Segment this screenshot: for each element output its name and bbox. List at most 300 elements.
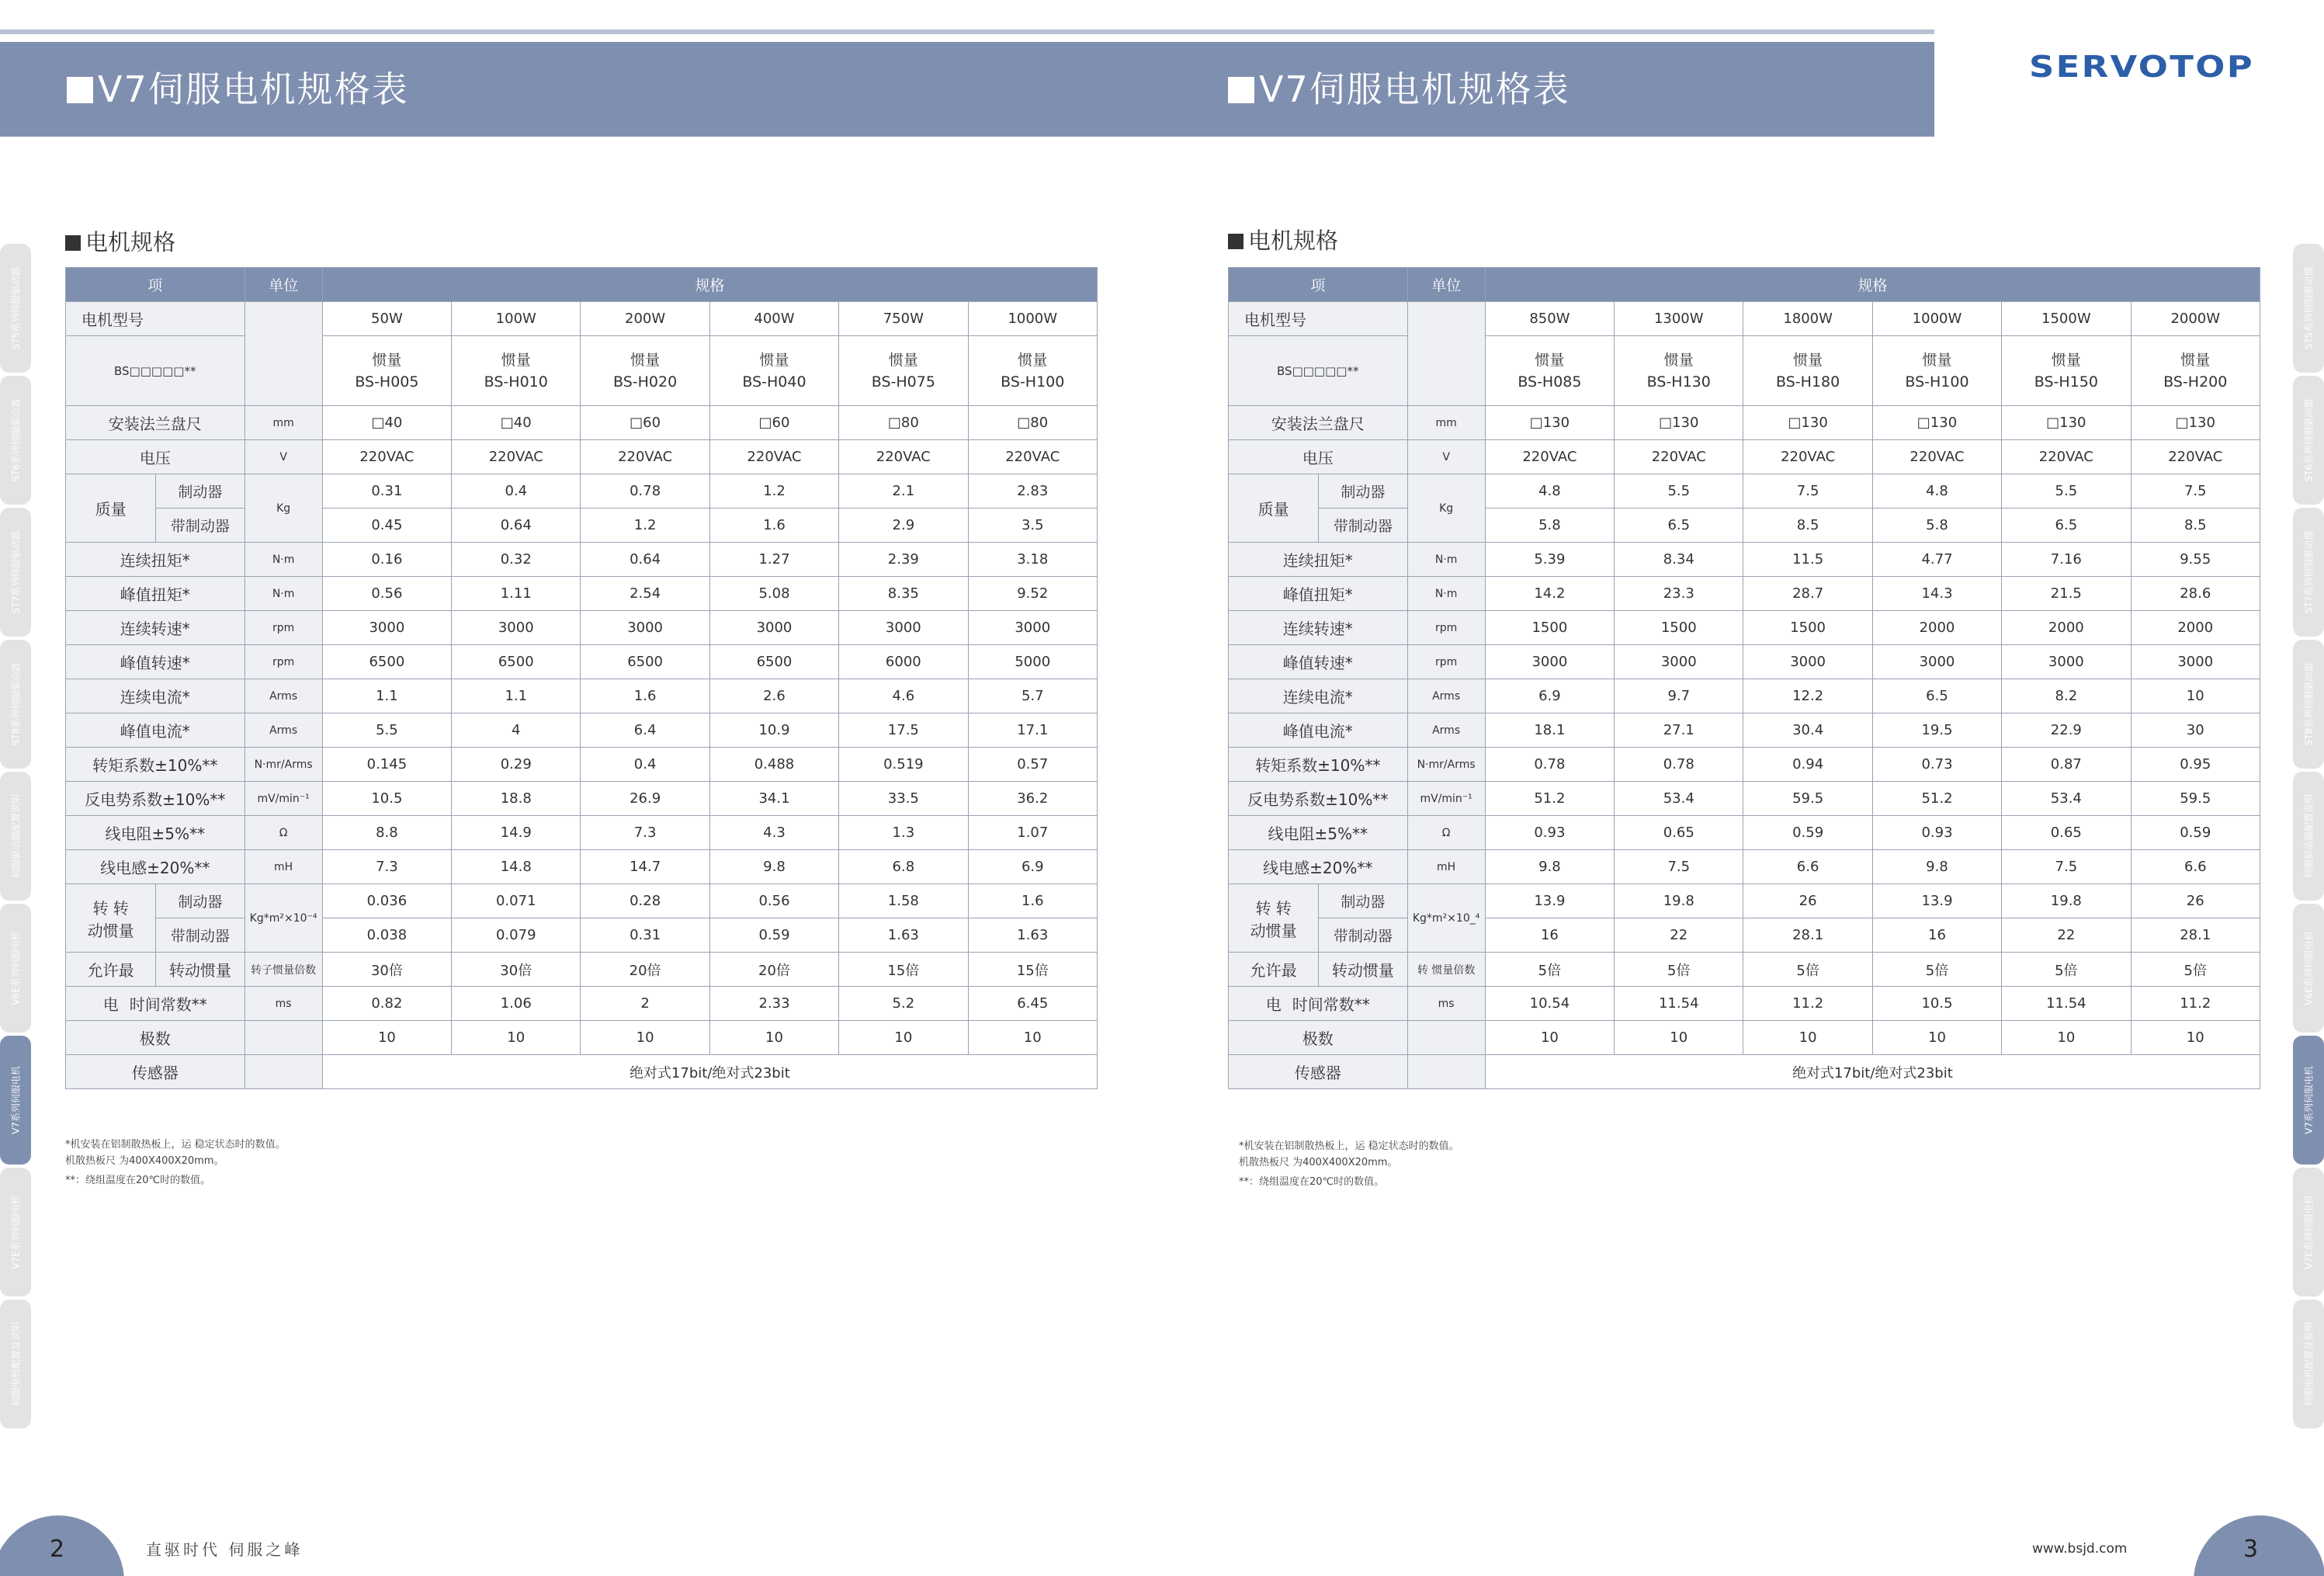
power-cell: 1000W (968, 302, 1097, 336)
cont_speed-value: 3000 (322, 611, 451, 645)
torque_const-value: 0.78 (1615, 748, 1743, 782)
peak_torque-value: 5.08 (709, 577, 838, 611)
allowed-unit: 转 惯量倍数 (1407, 953, 1485, 987)
section-title-right: 电机规格 (1228, 224, 1338, 255)
resistance-value: 0.93 (1872, 816, 2001, 850)
sensor-value: 绝对式17bit/绝对式23bit (322, 1055, 1097, 1089)
resistance-value: 0.59 (1743, 816, 1872, 850)
cont_current-value: 1.1 (322, 679, 451, 713)
cont_torque-value: 0.64 (581, 543, 709, 577)
cont_speed-value: 1500 (1615, 611, 1743, 645)
cont_speed-value: 2000 (1872, 611, 2001, 645)
model-code: BS□□□□□** (1229, 336, 1408, 406)
mass-unit: Kg (245, 474, 322, 543)
peak_speed-value: 6500 (709, 645, 838, 679)
inductance-value: 14.7 (581, 850, 709, 884)
spec-table-left (65, 267, 1098, 1089)
power-cell: 1500W (2002, 302, 2131, 336)
resistance-unit: Ω (245, 816, 322, 850)
sensor-unit (245, 1055, 322, 1089)
mass-with-brake-value: 6.5 (2002, 509, 2131, 543)
cont_current-value: 4.6 (839, 679, 968, 713)
allowed-value: 15倍 (839, 953, 968, 987)
rotor-inertia-brake-value: 19.8 (2002, 884, 2131, 918)
peak_speed-value: 6500 (322, 645, 451, 679)
mass-brake-label: 制动器 (156, 474, 245, 509)
page-number-badge-right (2194, 1515, 2324, 1576)
peak_torque-value: 23.3 (1615, 577, 1743, 611)
peak_speed-unit: rpm (245, 645, 322, 679)
mass-with-brake-value: 1.2 (581, 509, 709, 543)
poles-value: 10 (968, 1021, 1097, 1055)
cont_speed-value: 2000 (2131, 611, 2260, 645)
mass-with-brake-value: 1.6 (709, 509, 838, 543)
header-spec: 规格 (322, 268, 1097, 302)
peak_current-unit: Arms (245, 713, 322, 748)
time-const-value: 11.54 (2002, 987, 2131, 1021)
cont_current-value: 9.7 (1615, 679, 1743, 713)
inertia-label: 惯量 (501, 351, 531, 369)
cont_torque-label: 连续扭矩* (66, 543, 245, 577)
flange-unit: mm (245, 406, 322, 440)
time-const-value: 11.2 (1743, 987, 1872, 1021)
inductance-value: 7.5 (1615, 850, 1743, 884)
voltage-unit: V (1407, 440, 1485, 474)
side-tab-label: ST6系列伺服驱动器 (10, 398, 22, 482)
side-tab-label: V7系列伺服电机 (2303, 1066, 2315, 1134)
allowed-value: 5倍 (1743, 953, 1872, 987)
cont_current-label: 连续电流* (66, 679, 245, 713)
voltage-unit: V (245, 440, 322, 474)
rotor-inertia-label: 转 转 动惯量 (66, 884, 156, 953)
allowed-inertia-label: 转动惯量 (156, 953, 245, 987)
flange-value: □130 (1872, 406, 2001, 440)
peak_current-value: 4 (452, 713, 581, 748)
inertia-model-cell (1485, 336, 1614, 406)
rotor-inertia-brake-value: 0.071 (452, 884, 581, 918)
emf_const-value: 10.5 (322, 782, 451, 816)
peak_torque-value: 28.6 (2131, 577, 2260, 611)
side-tab[interactable] (0, 1300, 31, 1428)
mass-with-brake-value: 0.45 (322, 509, 451, 543)
allowed-value: 30倍 (322, 953, 451, 987)
resistance-value: 1.3 (839, 816, 968, 850)
flange-value: □80 (968, 406, 1097, 440)
resistance-label: 线电阻±5%** (66, 816, 245, 850)
side-tab-label: ST7系列伺服驱动器 (10, 530, 22, 614)
poles-value: 10 (1485, 1021, 1614, 1055)
inertia-model: BS-H100 (1001, 373, 1065, 391)
cont_speed-value: 1500 (1743, 611, 1872, 645)
side-tab-label: ST5系列伺服驱动器 (2303, 266, 2315, 350)
peak_torque-value: 1.11 (452, 577, 581, 611)
cont_torque-unit: N·m (245, 543, 322, 577)
inductance-value: 9.8 (1872, 850, 2001, 884)
page-number-right: 3 (2243, 1536, 2259, 1563)
top-rule (0, 30, 1934, 34)
inertia-model-cell (1743, 336, 1872, 406)
emf_const-value: 34.1 (709, 782, 838, 816)
inductance-label: 线电感±20%** (1229, 850, 1408, 884)
poles-value: 10 (322, 1021, 451, 1055)
cont_torque-value: 5.39 (1485, 543, 1614, 577)
inertia-model-cell (2002, 336, 2131, 406)
time-const-label-a: 电 (102, 995, 119, 1014)
inertia-model: BS-H100 (1905, 373, 1969, 391)
rotor-inertia-with-brake-value: 1.63 (839, 918, 968, 953)
rotor-inertia-with-brake-value: 0.31 (581, 918, 709, 953)
inductance-label: 线电感±20%** (66, 850, 245, 884)
notes-right (1239, 1138, 1459, 1190)
cont_current-value: 6.9 (1485, 679, 1614, 713)
peak_torque-label: 峰值扭矩* (66, 577, 245, 611)
time-const-value: 11.2 (2131, 987, 2260, 1021)
side-tab[interactable] (2293, 640, 2324, 769)
emf_const-label: 反电势系数±10%** (1229, 782, 1408, 816)
rotor-inertia-with-brake-value: 28.1 (1743, 918, 1872, 953)
mass-brake-value: 4.8 (1872, 474, 2001, 509)
side-tab[interactable] (0, 640, 31, 769)
note-line: 机散热板尺 为400X400X20mm。 (1239, 1157, 1398, 1168)
torque_const-value: 0.519 (839, 748, 968, 782)
side-tab[interactable] (2293, 904, 2324, 1033)
time-const-label-b: 时间常数** (1292, 995, 1370, 1014)
time-const-label (1229, 987, 1408, 1021)
inertia-label: 惯量 (2051, 351, 2081, 369)
voltage-value: 220VAC (1743, 440, 1872, 474)
poles-value: 10 (452, 1021, 581, 1055)
inertia-model: BS-H010 (484, 373, 548, 391)
mass-brake-value: 0.4 (452, 474, 581, 509)
inertia-model: BS-H005 (355, 373, 419, 391)
cont_torque-value: 9.55 (2131, 543, 2260, 577)
peak_speed-value: 3000 (2131, 645, 2260, 679)
inductance-unit: mH (1407, 850, 1485, 884)
peak_current-unit: Arms (1407, 713, 1485, 748)
inertia-label: 惯量 (372, 351, 402, 369)
allowed-value: 5倍 (2002, 953, 2131, 987)
inertia-label: 惯量 (1018, 351, 1048, 369)
peak_torque-value: 14.2 (1485, 577, 1614, 611)
inductance-value: 7.3 (322, 850, 451, 884)
peak_torque-value: 9.52 (968, 577, 1097, 611)
power-cell: 1000W (1872, 302, 2001, 336)
flange-value: □130 (1615, 406, 1743, 440)
inertia-model: BS-H200 (2163, 373, 2228, 391)
time-const-value: 2 (581, 987, 709, 1021)
note-line: *机安装在铝制散热板上，运 稳定状态时的数值。 (65, 1139, 286, 1151)
mass-with-brake-value: 6.5 (1615, 509, 1743, 543)
rotor-inertia-with-brake-value: 22 (2002, 918, 2131, 953)
resistance-value: 8.8 (322, 816, 451, 850)
side-tab-label: 伺服驱动器配置说明 (2303, 793, 2315, 879)
mass-with-brake-label: 带制动器 (156, 509, 245, 543)
brand-logo: SERVOTOP (2029, 50, 2254, 84)
emf_const-value: 51.2 (1485, 782, 1614, 816)
inertia-model-cell (2131, 336, 2260, 406)
mass-brake-value: 0.78 (581, 474, 709, 509)
side-tab[interactable] (2293, 772, 2324, 901)
inertia-model-cell (709, 336, 838, 406)
side-tab-label: V6E系列伺服电机 (2303, 931, 2315, 1005)
resistance-value: 14.9 (452, 816, 581, 850)
emf_const-value: 53.4 (2002, 782, 2131, 816)
mass-with-brake-value: 8.5 (2131, 509, 2260, 543)
flange-value: □130 (1743, 406, 1872, 440)
side-tab[interactable] (2293, 376, 2324, 505)
emf_const-value: 36.2 (968, 782, 1097, 816)
inertia-label: 惯量 (1663, 351, 1694, 369)
cont_torque-value: 0.16 (322, 543, 451, 577)
flange-value: □130 (1485, 406, 1614, 440)
mass-with-brake-label: 带制动器 (1319, 509, 1407, 543)
peak_current-value: 18.1 (1485, 713, 1614, 748)
torque_const-unit: N·mr/Arms (245, 748, 322, 782)
mass-brake-value: 5.5 (1615, 474, 1743, 509)
rotor-inertia-with-brake-label: 带制动器 (156, 918, 245, 953)
torque_const-value: 0.145 (322, 748, 451, 782)
cont_current-value: 12.2 (1743, 679, 1872, 713)
voltage-value: 220VAC (581, 440, 709, 474)
power-cell: 1300W (1615, 302, 1743, 336)
emf_const-value: 53.4 (1615, 782, 1743, 816)
side-tab-label: V7E系列伺服电机 (10, 1195, 22, 1269)
side-tab[interactable] (2293, 1036, 2324, 1165)
peak_speed-label: 峰值转速* (1229, 645, 1408, 679)
cont_current-unit: Arms (1407, 679, 1485, 713)
cont_torque-label: 连续扭矩* (1229, 543, 1408, 577)
side-tab[interactable] (2293, 508, 2324, 637)
rotor-inertia-brake-label: 制动器 (1319, 884, 1407, 918)
voltage-value: 220VAC (2131, 440, 2260, 474)
inductance-unit: mH (245, 850, 322, 884)
mass-label: 质量 (1229, 474, 1319, 543)
cont_current-value: 2.6 (709, 679, 838, 713)
inductance-value: 9.8 (1485, 850, 1614, 884)
peak_torque-label: 峰值扭矩* (1229, 577, 1408, 611)
torque_const-value: 0.78 (1485, 748, 1614, 782)
footer-url[interactable]: www.bsjd.com (2032, 1541, 2128, 1557)
peak_speed-label: 峰值转速* (66, 645, 245, 679)
inductance-value: 6.6 (2131, 850, 2260, 884)
rotor-inertia-with-brake-value: 22 (1615, 918, 1743, 953)
torque_const-label: 转矩系数±10%** (66, 748, 245, 782)
flange-unit: mm (1407, 406, 1485, 440)
inductance-value: 14.8 (452, 850, 581, 884)
rotor-inertia-brake-value: 0.28 (581, 884, 709, 918)
mass-brake-value: 7.5 (2131, 474, 2260, 509)
inductance-value: 6.9 (968, 850, 1097, 884)
side-tab[interactable] (0, 244, 31, 373)
rotor-inertia-with-brake-value: 16 (1485, 918, 1614, 953)
side-tab-label: ST7系列伺服驱动器 (2303, 530, 2315, 614)
mass-brake-value: 2.83 (968, 474, 1097, 509)
poles-value: 10 (709, 1021, 838, 1055)
side-tab[interactable] (0, 1168, 31, 1297)
cont_speed-value: 3000 (709, 611, 838, 645)
inductance-value: 9.8 (709, 850, 838, 884)
cont_torque-value: 3.18 (968, 543, 1097, 577)
side-tab-label: ST6系列伺服驱动器 (2303, 398, 2315, 482)
time-const-value: 11.54 (1615, 987, 1743, 1021)
side-tab[interactable] (2293, 1168, 2324, 1297)
rotor-inertia-brake-value: 0.036 (322, 884, 451, 918)
allowed-unit: 转子惯量倍数 (245, 953, 322, 987)
cont_speed-value: 3000 (581, 611, 709, 645)
note-line: *机安装在铝制散热板上，运 稳定状态时的数值。 (1239, 1140, 1459, 1152)
side-tab-label: ST5系列伺服驱动器 (10, 266, 22, 350)
side-tab-label: ST8系列伺服驱动器 (2303, 662, 2315, 746)
side-tab-label: 伺服电机配置及说明 (10, 1321, 22, 1407)
resistance-value: 0.93 (1485, 816, 1614, 850)
peak_current-value: 27.1 (1615, 713, 1743, 748)
inertia-model: BS-H130 (1646, 373, 1711, 391)
allowed-value: 5倍 (1872, 953, 2001, 987)
rotor-inertia-unit: Kg*m²×10⁻⁴ (245, 884, 322, 953)
peak_current-value: 17.5 (839, 713, 968, 748)
peak_torque-value: 14.3 (1872, 577, 2001, 611)
poles-value: 10 (2002, 1021, 2131, 1055)
cont_torque-value: 0.32 (452, 543, 581, 577)
flange-label: 安装法兰盘尺 (66, 406, 245, 440)
inertia-model: BS-H020 (613, 373, 678, 391)
inertia-model-cell (581, 336, 709, 406)
cont_torque-value: 1.27 (709, 543, 838, 577)
time-const-value: 5.2 (839, 987, 968, 1021)
emf_const-unit: mV/min⁻¹ (1407, 782, 1485, 816)
poles-value: 10 (1615, 1021, 1743, 1055)
resistance-value: 0.65 (2002, 816, 2131, 850)
rotor-inertia-with-brake-value: 1.63 (968, 918, 1097, 953)
time-const-value: 1.06 (452, 987, 581, 1021)
mass-brake-value: 1.2 (709, 474, 838, 509)
cont_torque-value: 8.34 (1615, 543, 1743, 577)
notes-left (65, 1137, 286, 1189)
torque_const-value: 0.94 (1743, 748, 1872, 782)
peak_speed-value: 6500 (452, 645, 581, 679)
emf_const-label: 反电势系数±10%** (66, 782, 245, 816)
cont_current-value: 5.7 (968, 679, 1097, 713)
side-tab[interactable] (0, 1036, 31, 1165)
side-tab[interactable] (0, 772, 31, 901)
rotor-inertia-with-brake-label: 带制动器 (1319, 918, 1407, 953)
header-item: 项 (1229, 268, 1408, 302)
peak_current-value: 10.9 (709, 713, 838, 748)
allowed-value: 30倍 (452, 953, 581, 987)
torque_const-value: 0.57 (968, 748, 1097, 782)
torque_const-value: 0.4 (581, 748, 709, 782)
flange-value: □60 (709, 406, 838, 440)
inductance-value: 6.6 (1743, 850, 1872, 884)
resistance-value: 4.3 (709, 816, 838, 850)
power-cell: 1800W (1743, 302, 1872, 336)
cont_speed-value: 2000 (2002, 611, 2131, 645)
time-const-label (66, 987, 245, 1021)
peak_torque-value: 0.56 (322, 577, 451, 611)
mass-with-brake-value: 2.9 (839, 509, 968, 543)
power-cell: 100W (452, 302, 581, 336)
cont_current-value: 8.2 (2002, 679, 2131, 713)
cont_speed-value: 3000 (968, 611, 1097, 645)
mass-brake-value: 0.31 (322, 474, 451, 509)
side-tab-label: ST8系列伺服驱动器 (10, 662, 22, 746)
side-tab[interactable] (2293, 1300, 2324, 1428)
page-title-left-text: V7伺服电机规格表 (98, 68, 409, 110)
peak_current-value: 19.5 (1872, 713, 2001, 748)
note-line: **：绕组温度在20℃时的数值。 (65, 1175, 211, 1186)
spec-table-right (1228, 267, 2260, 1089)
inertia-model-cell (839, 336, 968, 406)
side-tab[interactable] (0, 376, 31, 505)
model-label: 电机型号 (1229, 302, 1408, 336)
torque_const-value: 0.29 (452, 748, 581, 782)
time-const-label-b: 时间常数** (129, 995, 207, 1014)
side-tab-label: 伺服电机配置及说明 (2303, 1321, 2315, 1407)
time-const-value: 6.45 (968, 987, 1097, 1021)
mass-brake-label: 制动器 (1319, 474, 1407, 509)
allowed-inertia-label: 转动惯量 (1319, 953, 1407, 987)
cont_current-unit: Arms (245, 679, 322, 713)
header-unit: 单位 (245, 268, 322, 302)
mass-brake-value: 2.1 (839, 474, 968, 509)
page-title-left (67, 42, 409, 137)
peak_current-value: 22.9 (2002, 713, 2131, 748)
model-code: BS□□□□□** (66, 336, 245, 406)
resistance-label: 线电阻±5%** (1229, 816, 1408, 850)
allowed-value: 15倍 (968, 953, 1097, 987)
cont_current-label: 连续电流* (1229, 679, 1408, 713)
cont_torque-value: 2.39 (839, 543, 968, 577)
voltage-value: 220VAC (452, 440, 581, 474)
model-unit-cell (1407, 302, 1485, 406)
rotor-inertia-with-brake-value: 16 (1872, 918, 2001, 953)
inductance-value: 6.8 (839, 850, 968, 884)
power-cell: 200W (581, 302, 709, 336)
inertia-model: BS-H085 (1518, 373, 1582, 391)
peak_speed-value: 3000 (1743, 645, 1872, 679)
sensor-label: 传感器 (66, 1055, 245, 1089)
mass-with-brake-value: 0.64 (452, 509, 581, 543)
power-cell: 850W (1485, 302, 1614, 336)
allowed-value: 20倍 (709, 953, 838, 987)
side-tab[interactable] (0, 508, 31, 637)
mass-label: 质量 (66, 474, 156, 543)
cont_torque-unit: N·m (1407, 543, 1485, 577)
side-tab[interactable] (2293, 244, 2324, 373)
inertia-model-cell (452, 336, 581, 406)
power-cell: 400W (709, 302, 838, 336)
inertia-label: 惯量 (2180, 351, 2211, 369)
emf_const-value: 18.8 (452, 782, 581, 816)
resistance-value: 7.3 (581, 816, 709, 850)
allowed-value: 20倍 (581, 953, 709, 987)
rotor-inertia-with-brake-value: 28.1 (2131, 918, 2260, 953)
cont_torque-value: 11.5 (1743, 543, 1872, 577)
inertia-model: BS-H075 (871, 373, 935, 391)
power-cell: 2000W (2131, 302, 2260, 336)
voltage-label: 电压 (1229, 440, 1408, 474)
poles-value: 10 (1743, 1021, 1872, 1055)
side-tab[interactable] (0, 904, 31, 1033)
page-number-left: 2 (50, 1536, 65, 1563)
peak_speed-value: 3000 (1872, 645, 2001, 679)
rotor-inertia-label: 转 转 动惯量 (1229, 884, 1319, 953)
cont_speed-value: 1500 (1485, 611, 1614, 645)
flange-value: □130 (2131, 406, 2260, 440)
flange-value: □60 (581, 406, 709, 440)
flange-value: □40 (452, 406, 581, 440)
inductance-value: 7.5 (2002, 850, 2131, 884)
